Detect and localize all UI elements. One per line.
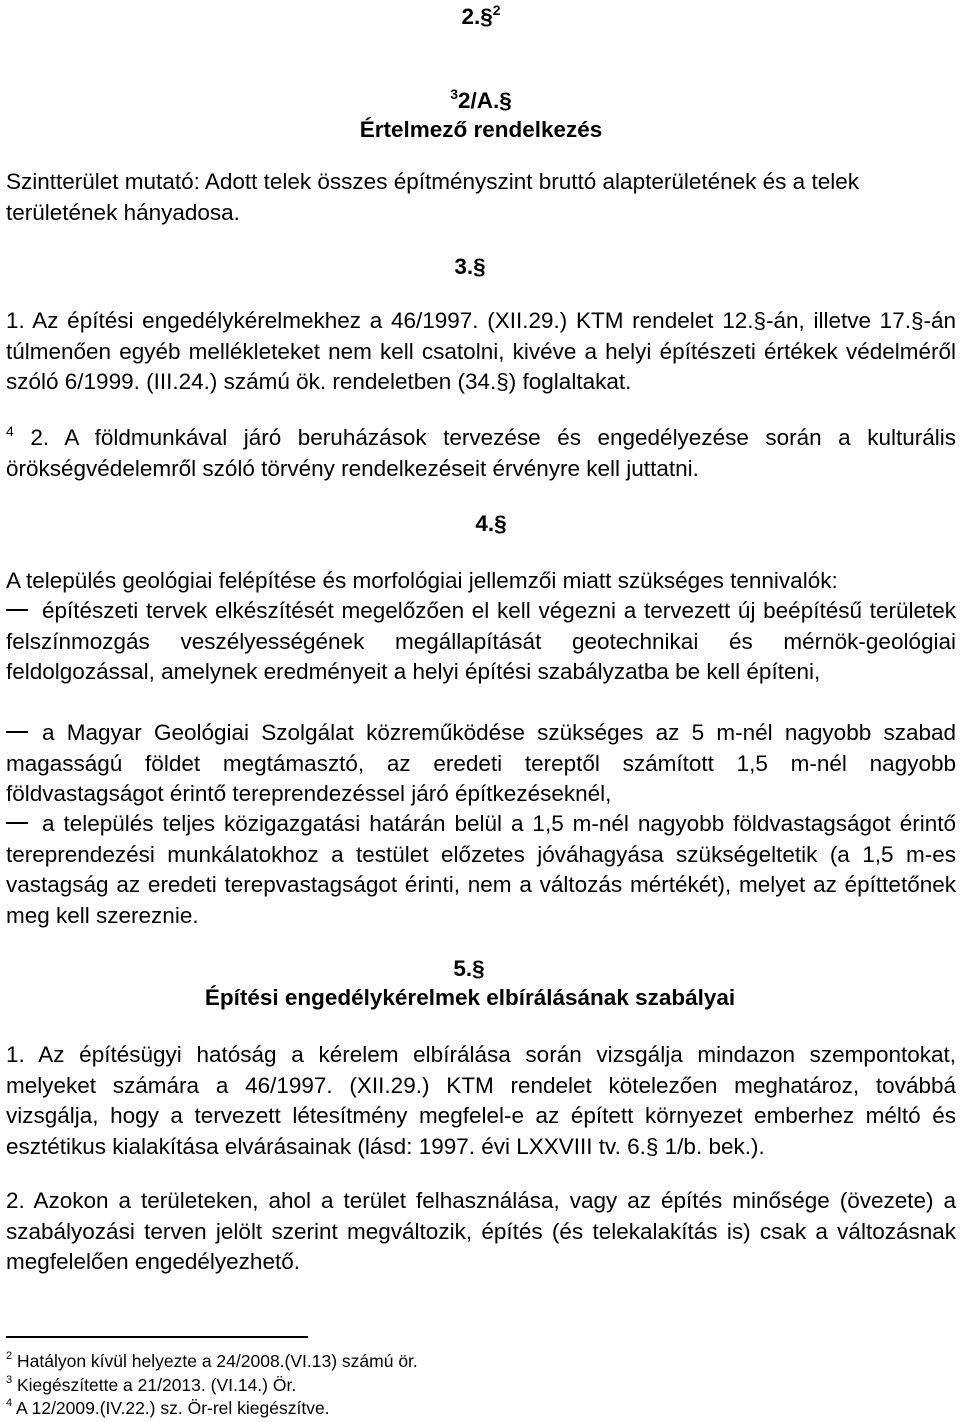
- section-2-heading: [6, 2, 956, 32]
- section-3-paragraph-2-text: 2. A földmunkával járó beruházások tervezése és engedélyezése során a kulturális örökségvédelemről szóló törvény rendelkezéseit érvényre kell juttatni.: [6, 425, 956, 481]
- section-3-paragraph-2: [6, 423, 956, 484]
- footnote-separator: [6, 1336, 308, 1338]
- list-item-text: a Magyar Geológiai Szolgálat közreműködése szükséges az 5 m-nél nagyobb szabad magasságú földet megtámasztó, az eredeti tereptől számított 1,5 m-nél nagyobb földvastagságot érintő tereprendezéssel járó építkezéseknél,: [6, 720, 956, 806]
- section-2-number: 2.§: [461, 4, 493, 29]
- list-item: [6, 718, 956, 810]
- dash-bullet-icon: [6, 718, 28, 749]
- footnote-ref-3: 3: [450, 86, 458, 102]
- footnote-number: 3: [6, 1374, 13, 1386]
- definition-paragraph: Szintterület mutató: Adott telek összes építményszint bruttó alapterületének és a telek területének hányadosa.: [6, 169, 859, 225]
- section-4-intro: A település geológiai felépítése és morfológiai jellemzői miatt szükséges tennivalók:: [6, 568, 838, 593]
- section-4-heading: 4.§: [475, 511, 507, 536]
- section-5-title: Építési engedélykérelmek elbírálásának szabályai: [204, 985, 736, 1010]
- footnote-number: 2: [6, 1350, 13, 1362]
- footnote-number: 4: [6, 1397, 13, 1409]
- list-item: [6, 596, 956, 688]
- footnote-ref-4: 4: [6, 423, 14, 439]
- footnote-text: Hatályon kívül helyezte a 24/2008.(VI.13) számú ör.: [17, 1351, 418, 1371]
- section-2a-heading: [6, 86, 956, 116]
- dash-bullet-icon: [6, 596, 28, 627]
- section-3-paragraph-1: 1. Az építési engedélykérelmekhez a 46/1997. (XII.29.) KTM rendelet 12.§-án, illetve 17.§-án túlmenően egyéb mellékleteket nem kell csatolni, kivéve a helyi építészeti értékek védelméről szóló 6/1999. (III.24.) számú ök. rendeletben (34.§) foglaltakat.: [6, 308, 956, 394]
- section-2a-number: 2/A.§: [458, 88, 512, 113]
- section-5-heading: 5.§: [453, 956, 485, 981]
- footnote: [6, 1396, 330, 1421]
- section-5-paragraph-2: 2. Azokon a területeken, ahol a terület felhasználása, vagy az építés minősége (övezete) a szabályozási terven jelölt szerint megváltozik, építés (és telekalakítás is) csak a változásnak megfelelően engedélyezhető.: [6, 1188, 956, 1274]
- list-item: [6, 809, 956, 931]
- dash-bullet-icon: [6, 809, 28, 840]
- footnote-text: Kiegészítette a 21/2013. (VI.14.) Ör.: [17, 1375, 297, 1395]
- footnote-text: A 12/2009.(IV.22.) sz. Ör-rel kiegészítve.: [16, 1398, 330, 1418]
- section-3-heading: 3.§: [454, 254, 486, 279]
- footnote: [6, 1373, 296, 1398]
- section-2a-title: Értelmező rendelkezés: [359, 117, 603, 142]
- footnote-ref-2: 2: [492, 2, 501, 18]
- footnote: [6, 1349, 418, 1374]
- list-item-text: a település teljes közigazgatási határán belül a 1,5 m-nél nagyobb földvastagságot érintő tereprendezési munkálatokhoz a testület előzetes jóváhagyása szükségeltetik (a 1,5 m-es vastagság az eredeti terepvastagságot érinti, nem a változás mértékét), melyet az építtetőnek meg kell szereznie.: [6, 811, 956, 928]
- list-item-text: építészeti tervek elkészítését megelőzően el kell végezni a tervezett új beépítésű területek felszínmozgás veszélyességének megállapítását geotechnikai és mérnök-geológiai feldolgozással, amelynek eredményeit a helyi építési szabályzatba be kell építeni,: [6, 598, 956, 684]
- section-5-paragraph-1: 1. Az építésügyi hatóság a kérelem elbírálása során vizsgálja mindazon szempontokat, melyeket számára a 46/1997. (XII.29.) KTM rendelet kötelezően meghatároz, továbbá vizsgálja, hogy a tervezett létesítmény megfelel-e az épített környezet emberhez méltó és esztétikus kialakítása elvárásainak (lásd: 1997. évi LXXVIII tv. 6.§ 1/b. bek.).: [6, 1042, 956, 1159]
